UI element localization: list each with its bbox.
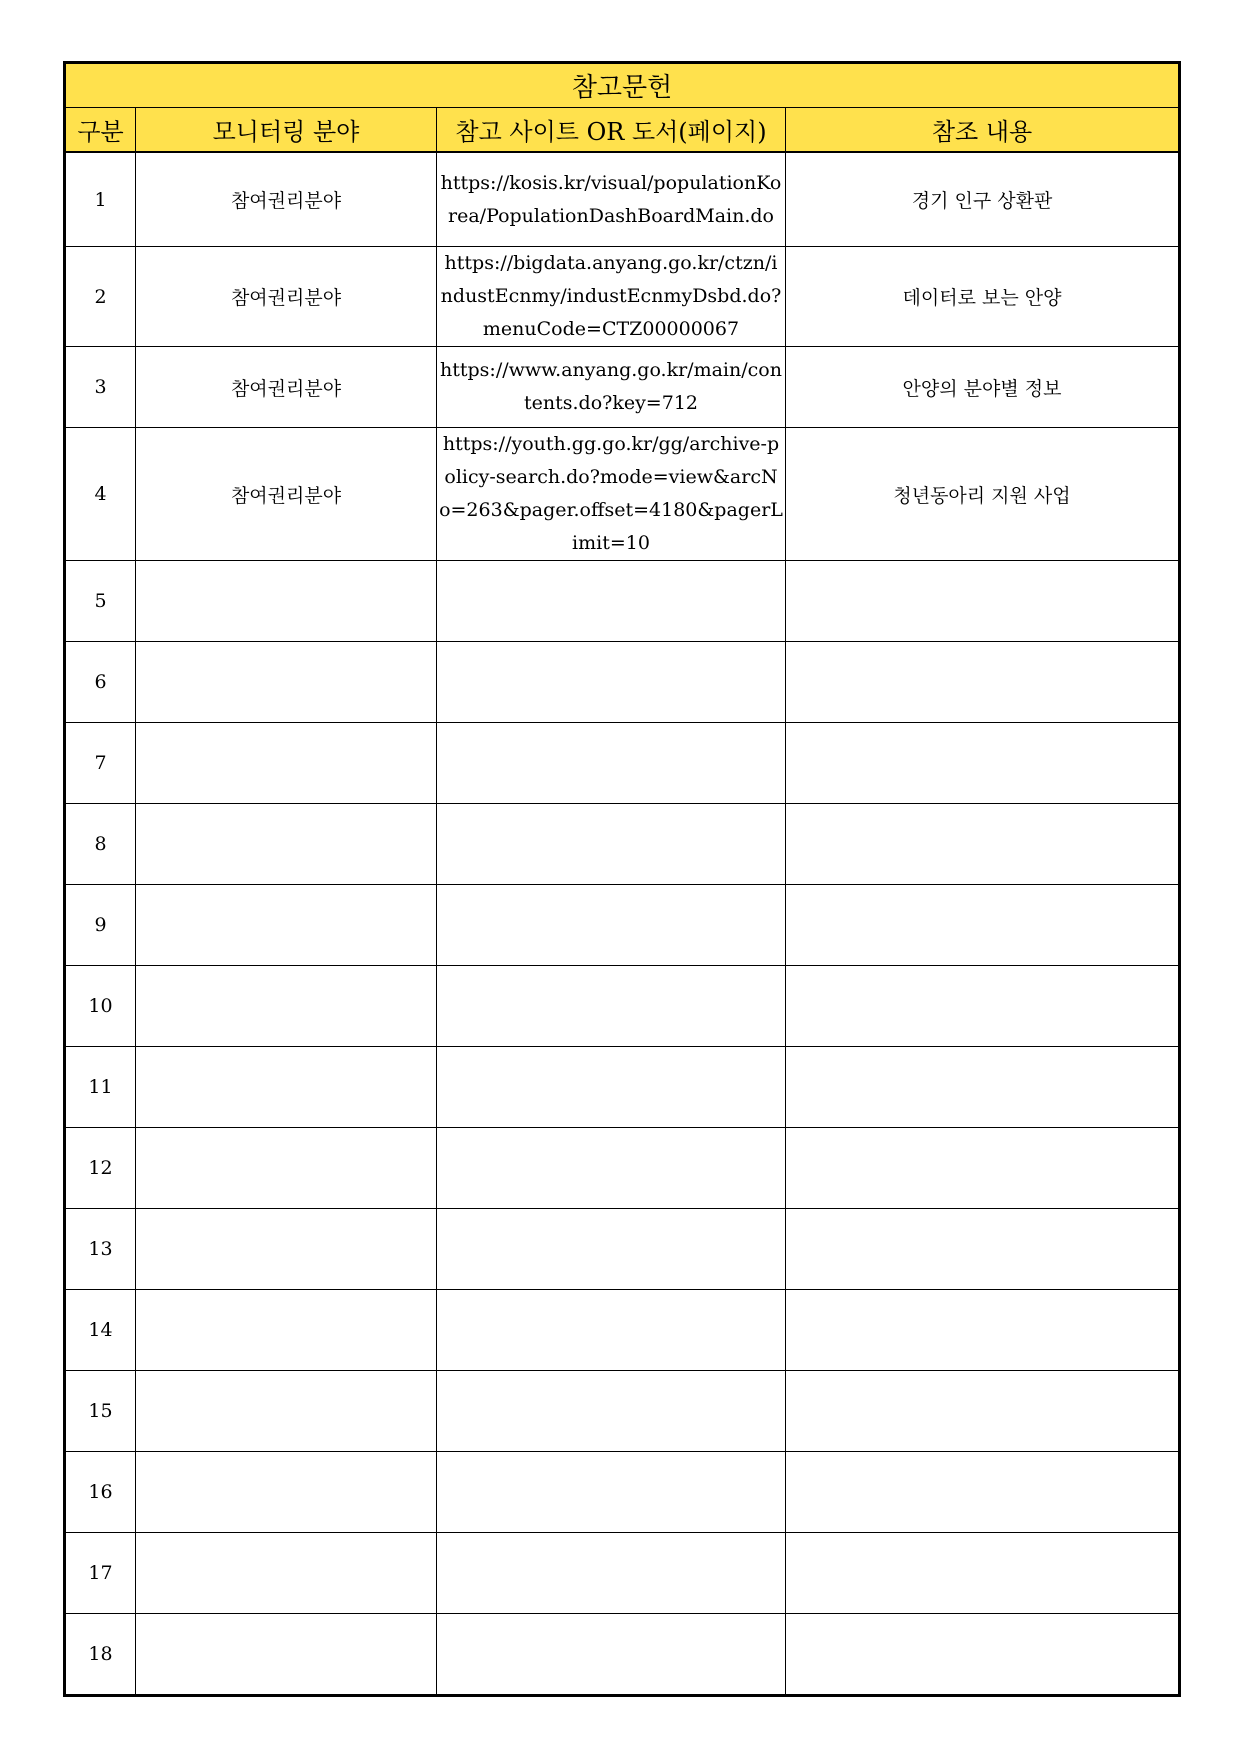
row-reference-content xyxy=(786,804,1180,885)
row-reference-content xyxy=(786,966,1180,1047)
row-reference-source xyxy=(437,1290,786,1371)
header-reference-source: 참고 사이트 OR 도서(페이지) xyxy=(437,108,786,153)
row-monitoring-field xyxy=(136,885,437,966)
row-reference-source: https://youth.gg.go.kr/gg/archive-policy-search.do?mode=view&arcNo=263&pager.offset=4180&pagerLimit=10 xyxy=(437,428,786,561)
row-reference-content: 데이터로 보는 안양 xyxy=(786,247,1180,347)
row-number: 4 xyxy=(65,428,136,561)
reference-table xyxy=(63,61,1181,1697)
table-row xyxy=(65,642,1180,723)
table-row xyxy=(65,1533,1180,1614)
row-reference-content xyxy=(786,723,1180,804)
row-monitoring-field: 참여권리분야 xyxy=(136,347,437,428)
row-number: 12 xyxy=(65,1128,136,1209)
table-row xyxy=(65,1128,1180,1209)
table-body xyxy=(65,152,1180,1696)
row-number: 3 xyxy=(65,347,136,428)
row-reference-content xyxy=(786,885,1180,966)
row-reference-content xyxy=(786,1128,1180,1209)
row-reference-source: https://bigdata.anyang.go.kr/ctzn/industEcnmy/industEcnmyDsbd.do?menuCode=CTZ00000067 xyxy=(437,247,786,347)
row-number: 15 xyxy=(65,1371,136,1452)
row-number: 18 xyxy=(65,1614,136,1696)
row-reference-source xyxy=(437,1614,786,1696)
header-row xyxy=(65,108,1180,153)
row-number: 10 xyxy=(65,966,136,1047)
table-row xyxy=(65,1614,1180,1696)
header-monitoring-field: 모니터링 분야 xyxy=(136,108,437,153)
row-monitoring-field: 참여권리분야 xyxy=(136,247,437,347)
row-reference-content xyxy=(786,1371,1180,1452)
row-number: 11 xyxy=(65,1047,136,1128)
row-reference-source xyxy=(437,561,786,642)
table-row xyxy=(65,804,1180,885)
row-monitoring-field: 참여권리분야 xyxy=(136,152,437,247)
row-number: 5 xyxy=(65,561,136,642)
row-number: 14 xyxy=(65,1290,136,1371)
table-row xyxy=(65,561,1180,642)
row-reference-content xyxy=(786,1533,1180,1614)
row-reference-source xyxy=(437,966,786,1047)
row-reference-content xyxy=(786,1614,1180,1696)
reference-sheet xyxy=(63,61,1178,1697)
table-row xyxy=(65,723,1180,804)
row-monitoring-field xyxy=(136,1047,437,1128)
row-reference-source: https://www.anyang.go.kr/main/contents.do?key=712 xyxy=(437,347,786,428)
table-row xyxy=(65,152,1180,247)
row-reference-source xyxy=(437,1452,786,1533)
row-monitoring-field xyxy=(136,1533,437,1614)
title-row xyxy=(65,63,1180,108)
row-reference-content xyxy=(786,1452,1180,1533)
row-number: 13 xyxy=(65,1209,136,1290)
row-reference-content xyxy=(786,642,1180,723)
row-monitoring-field xyxy=(136,804,437,885)
row-reference-content xyxy=(786,1290,1180,1371)
row-monitoring-field xyxy=(136,1128,437,1209)
table-row xyxy=(65,966,1180,1047)
row-reference-source xyxy=(437,1209,786,1290)
row-reference-source xyxy=(437,885,786,966)
header-reference-content: 참조 내용 xyxy=(786,108,1180,153)
table-row xyxy=(65,1047,1180,1128)
table-row xyxy=(65,1209,1180,1290)
row-monitoring-field xyxy=(136,723,437,804)
row-reference-content xyxy=(786,561,1180,642)
row-monitoring-field xyxy=(136,966,437,1047)
row-reference-content: 청년동아리 지원 사업 xyxy=(786,428,1180,561)
header-category: 구분 xyxy=(65,108,136,153)
row-number: 17 xyxy=(65,1533,136,1614)
row-number: 6 xyxy=(65,642,136,723)
row-monitoring-field xyxy=(136,642,437,723)
row-reference-source xyxy=(437,1128,786,1209)
table-row xyxy=(65,885,1180,966)
row-monitoring-field xyxy=(136,561,437,642)
table-row xyxy=(65,1452,1180,1533)
row-reference-content: 경기 인구 상환판 xyxy=(786,152,1180,247)
row-reference-content xyxy=(786,1047,1180,1128)
row-number: 16 xyxy=(65,1452,136,1533)
row-number: 9 xyxy=(65,885,136,966)
row-reference-source xyxy=(437,1533,786,1614)
row-monitoring-field xyxy=(136,1614,437,1696)
table-row xyxy=(65,1371,1180,1452)
row-reference-source xyxy=(437,723,786,804)
row-reference-source xyxy=(437,642,786,723)
table-title: 참고문헌 xyxy=(65,63,1180,108)
row-number: 8 xyxy=(65,804,136,885)
row-monitoring-field xyxy=(136,1290,437,1371)
row-reference-source xyxy=(437,804,786,885)
row-monitoring-field xyxy=(136,1371,437,1452)
row-reference-source xyxy=(437,1371,786,1452)
row-reference-content: 안양의 분야별 정보 xyxy=(786,347,1180,428)
row-monitoring-field xyxy=(136,1452,437,1533)
row-number: 1 xyxy=(65,152,136,247)
table-row xyxy=(65,1290,1180,1371)
row-number: 7 xyxy=(65,723,136,804)
row-monitoring-field: 참여권리분야 xyxy=(136,428,437,561)
table-row xyxy=(65,428,1180,561)
row-reference-source xyxy=(437,1047,786,1128)
table-row xyxy=(65,247,1180,347)
row-number: 2 xyxy=(65,247,136,347)
row-reference-source: https://kosis.kr/visual/populationKorea/PopulationDashBoardMain.do xyxy=(437,152,786,247)
row-monitoring-field xyxy=(136,1209,437,1290)
row-reference-content xyxy=(786,1209,1180,1290)
table-row xyxy=(65,347,1180,428)
